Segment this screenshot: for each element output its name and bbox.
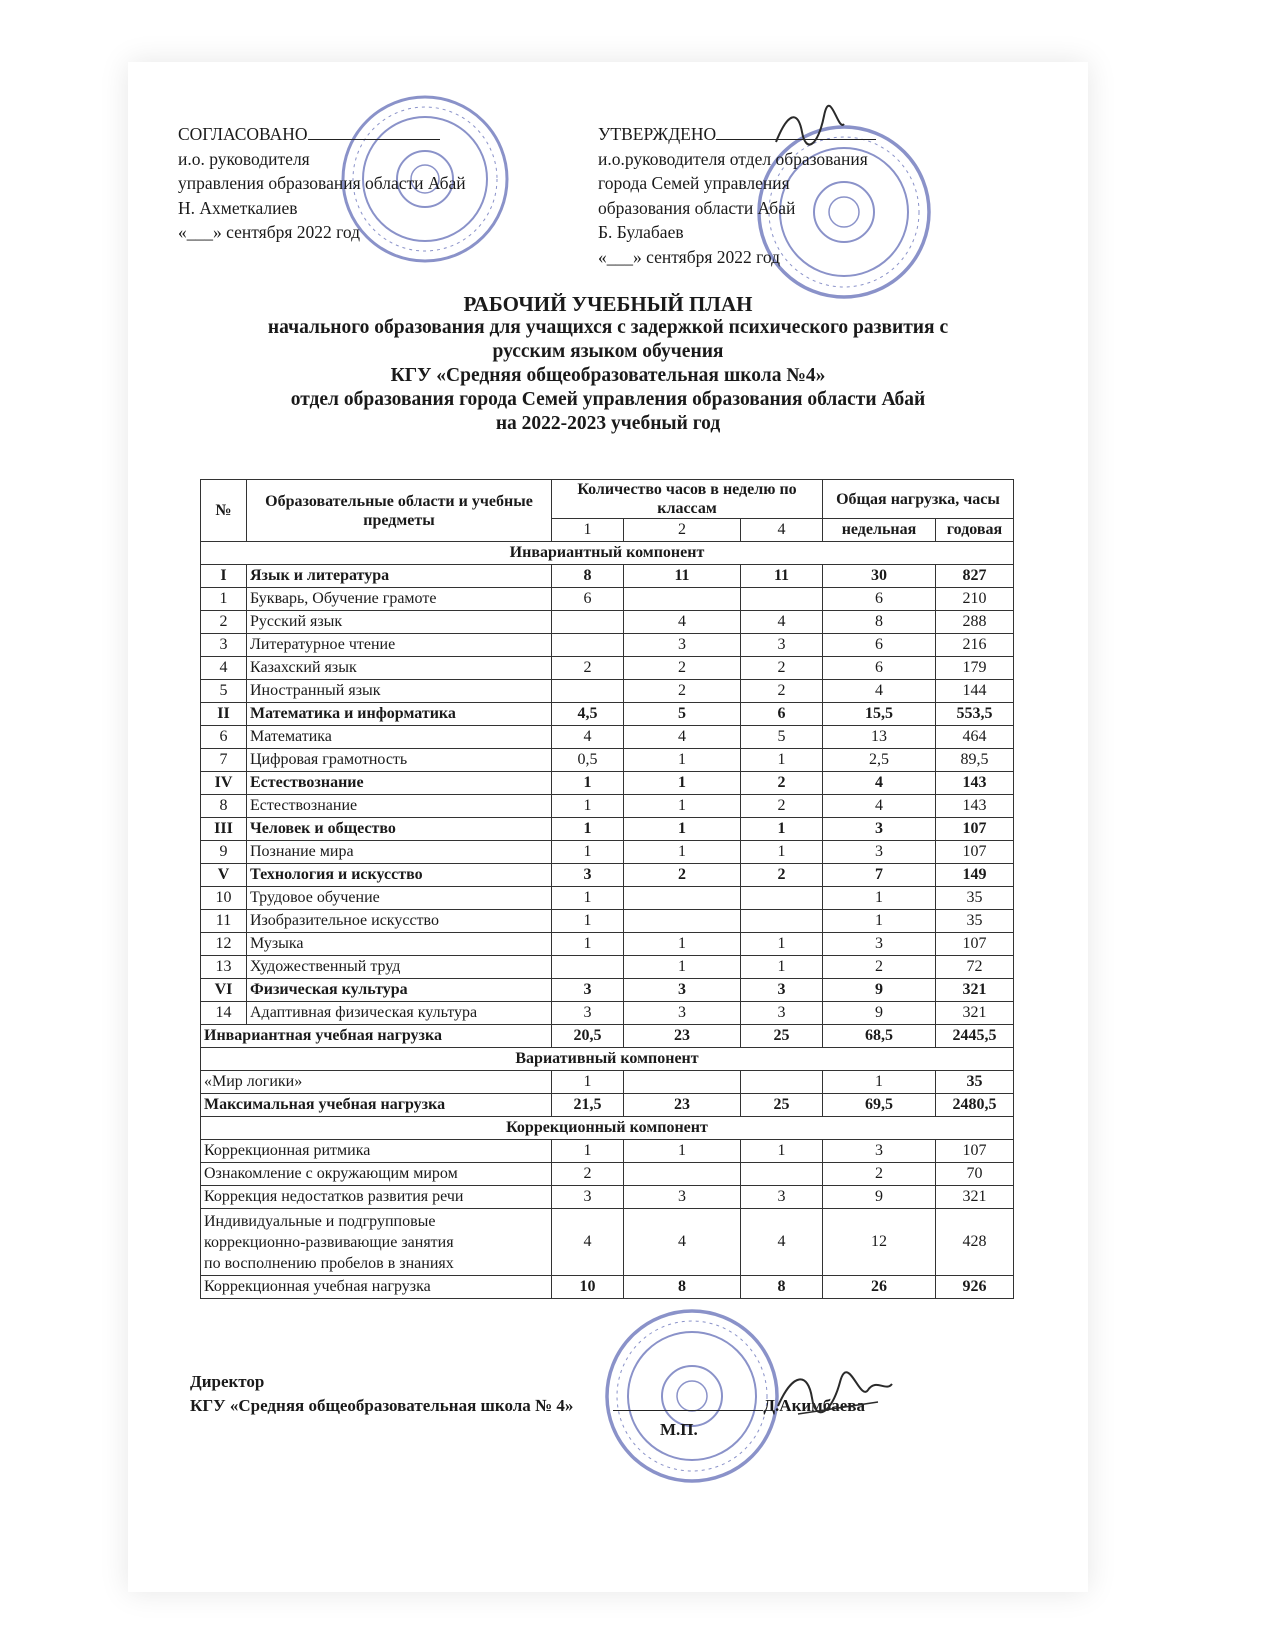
row-subject: Литературное чтение — [247, 634, 552, 657]
cell-grade-2 — [624, 1071, 741, 1094]
cell-grade-1: 4,5 — [552, 703, 624, 726]
director-role: Директор — [190, 1372, 265, 1391]
cell-grade-2: 23 — [624, 1025, 741, 1048]
cell-grade-4 — [741, 1163, 823, 1186]
table-row — [201, 1209, 1014, 1276]
row-subject: Естествознание — [247, 795, 552, 818]
cell-grade-2: 1 — [624, 749, 741, 772]
row-subject-line: по восполнению пробелов в знаниях — [204, 1254, 454, 1272]
cell-grade-2 — [624, 910, 741, 933]
cell-grade-4: 2 — [741, 680, 823, 703]
cell-grade-4: 3 — [741, 634, 823, 657]
max-total-row — [201, 1094, 1014, 1117]
cell-grade-2: 4 — [624, 611, 741, 634]
cell-grade-2: 4 — [624, 726, 741, 749]
row-number: 13 — [201, 956, 247, 979]
row-number: 5 — [201, 680, 247, 703]
cell-yearly: 179 — [936, 657, 1014, 680]
title-line-5: на 2022-2023 учебный год — [495, 413, 721, 434]
cell-grade-4: 1 — [741, 1140, 823, 1163]
cell-grade-1 — [552, 634, 624, 657]
table-row — [201, 726, 1014, 749]
cell-weekly: 15,5 — [823, 703, 936, 726]
table-row — [201, 657, 1014, 680]
cell-grade-4: 4 — [741, 1209, 823, 1276]
confirmation-date: «___» сентября 2022 год — [598, 246, 781, 267]
cell-yearly: 35 — [936, 887, 1014, 910]
confirmer-name: Б. Булабаев — [598, 222, 684, 242]
cell-grade-4 — [741, 588, 823, 611]
row-number: 1 — [201, 588, 247, 611]
cell-yearly: 107 — [936, 818, 1014, 841]
confirmer-position: и.о.руководителя отдел образования — [598, 148, 868, 169]
cell-grade-2: 2 — [624, 680, 741, 703]
cell-grade-2: 1 — [624, 956, 741, 979]
cell-weekly: 69,5 — [823, 1094, 936, 1117]
cell-weekly: 1 — [823, 910, 936, 933]
cell-grade-1: 1 — [552, 841, 624, 864]
approver-position: и.о. руководителя — [178, 148, 310, 169]
row-number: 7 — [201, 749, 247, 772]
curriculum-table — [200, 479, 1014, 1299]
header-weekly: недельная — [823, 519, 936, 542]
table-row — [201, 1186, 1014, 1209]
cell-yearly: 464 — [936, 726, 1014, 749]
cell-grade-4: 11 — [741, 565, 823, 588]
cell-grade-4: 6 — [741, 703, 823, 726]
cell-grade-1: 4 — [552, 726, 624, 749]
row-number: 4 — [201, 657, 247, 680]
cell-weekly: 2,5 — [823, 749, 936, 772]
table-row — [201, 933, 1014, 956]
cell-yearly: 107 — [936, 841, 1014, 864]
cell-yearly: 107 — [936, 1140, 1014, 1163]
cell-weekly: 7 — [823, 864, 936, 887]
cell-grade-1 — [552, 956, 624, 979]
director-name: Д.Акимбаева — [763, 1396, 865, 1415]
cell-grade-4: 5 — [741, 726, 823, 749]
row-number: I — [201, 565, 247, 588]
cell-grade-1: 2 — [552, 1163, 624, 1186]
row-subject: Русский язык — [247, 611, 552, 634]
section-title: Вариативный компонент — [201, 1048, 1014, 1071]
approval-block-left — [178, 122, 466, 245]
cell-weekly: 3 — [823, 841, 936, 864]
school-name: КГУ «Средняя общеобразовательная школа № 4» — [190, 1396, 574, 1415]
cell-weekly: 8 — [823, 611, 936, 634]
row-number: 8 — [201, 795, 247, 818]
cell-grade-1: 6 — [552, 588, 624, 611]
cell-grade-4: 3 — [741, 1186, 823, 1209]
cell-grade-4: 1 — [741, 956, 823, 979]
row-number: 9 — [201, 841, 247, 864]
cell-grade-4: 2 — [741, 657, 823, 680]
cell-yearly: 2480,5 — [936, 1094, 1014, 1117]
cell-yearly: 216 — [936, 634, 1014, 657]
table-row — [201, 979, 1014, 1002]
cell-yearly: 321 — [936, 1186, 1014, 1209]
row-subject: Математика — [247, 726, 552, 749]
cell-yearly: 143 — [936, 772, 1014, 795]
cell-grade-1: 3 — [552, 979, 624, 1002]
header-number: № — [201, 480, 247, 542]
cell-grade-2: 1 — [624, 795, 741, 818]
row-subject: Цифровая грамотность — [247, 749, 552, 772]
row-number: 10 — [201, 887, 247, 910]
cell-weekly: 30 — [823, 565, 936, 588]
cell-yearly: 35 — [936, 1071, 1014, 1094]
table-row — [201, 1140, 1014, 1163]
cell-grade-2: 3 — [624, 979, 741, 1002]
cell-yearly: 428 — [936, 1209, 1014, 1276]
cell-weekly: 9 — [823, 979, 936, 1002]
cell-grade-1: 0,5 — [552, 749, 624, 772]
row-number: VI — [201, 979, 247, 1002]
row-subject: Коррекция недостатков развития речи — [201, 1186, 552, 1209]
cell-weekly: 9 — [823, 1002, 936, 1025]
row-subject: Человек и общество — [247, 818, 552, 841]
cell-weekly: 4 — [823, 795, 936, 818]
section-row-correction — [201, 1117, 1014, 1140]
cell-grade-1: 20,5 — [552, 1025, 624, 1048]
row-subject: Физическая культура — [247, 979, 552, 1002]
cell-grade-2: 3 — [624, 1002, 741, 1025]
cell-yearly: 149 — [936, 864, 1014, 887]
confirmer-department-2: образования области Абай — [598, 197, 796, 218]
table-row — [201, 841, 1014, 864]
cell-yearly: 210 — [936, 588, 1014, 611]
cell-grade-2: 23 — [624, 1094, 741, 1117]
cell-weekly: 1 — [823, 887, 936, 910]
cell-weekly: 6 — [823, 634, 936, 657]
document-page — [128, 62, 1088, 1592]
cell-grade-4: 1 — [741, 749, 823, 772]
table-row — [201, 680, 1014, 703]
cell-grade-1: 1 — [552, 1071, 624, 1094]
row-number: 14 — [201, 1002, 247, 1025]
row-subject: Технология и искусство — [247, 864, 552, 887]
cell-yearly: 143 — [936, 795, 1014, 818]
cell-grade-4: 8 — [741, 1276, 823, 1299]
row-subject: Иностранный язык — [247, 680, 552, 703]
cell-grade-4: 4 — [741, 611, 823, 634]
table-row — [201, 611, 1014, 634]
cell-grade-2: 11 — [624, 565, 741, 588]
seal-place: М.П. — [660, 1420, 698, 1439]
cell-grade-2: 1 — [624, 933, 741, 956]
row-subject: Естествознание — [247, 772, 552, 795]
cell-yearly: 144 — [936, 680, 1014, 703]
table-row — [201, 634, 1014, 657]
title-line-1: начального образования для учащихся с задержкой психического развития с — [267, 317, 949, 338]
approval-date: «___» сентября 2022 год — [178, 222, 361, 242]
confirmed-heading: УТВЕРЖДЕНО — [598, 124, 717, 144]
cell-grade-1: 2 — [552, 657, 624, 680]
cell-grade-4: 2 — [741, 772, 823, 795]
table-row — [201, 588, 1014, 611]
cell-weekly: 4 — [823, 680, 936, 703]
cell-grade-4: 1 — [741, 818, 823, 841]
cell-weekly: 6 — [823, 657, 936, 680]
cell-grade-2: 3 — [624, 634, 741, 657]
director-handwritten-signature — [768, 1362, 898, 1422]
row-subject: Коррекционная ритмика — [201, 1140, 552, 1163]
cell-grade-4: 25 — [741, 1025, 823, 1048]
row-subject: Математика и информатика — [247, 703, 552, 726]
row-number: 12 — [201, 933, 247, 956]
row-subject: Музыка — [247, 933, 552, 956]
approver-department: управления образования области Абай — [178, 173, 466, 193]
cell-yearly: 2445,5 — [936, 1025, 1014, 1048]
row-subject: Адаптивная физическая культура — [247, 1002, 552, 1025]
row-subject: Инвариантная учебная нагрузка — [201, 1025, 552, 1048]
cell-grade-1: 3 — [552, 864, 624, 887]
cell-grade-1: 1 — [552, 933, 624, 956]
cell-yearly: 89,5 — [936, 749, 1014, 772]
cell-grade-2 — [624, 588, 741, 611]
row-subject-line: коррекционно-развивающие занятия — [204, 1233, 454, 1251]
cell-grade-1: 1 — [552, 910, 624, 933]
cell-grade-2: 4 — [624, 1209, 741, 1276]
cell-grade-2 — [624, 1163, 741, 1186]
table-row — [201, 956, 1014, 979]
cell-yearly: 926 — [936, 1276, 1014, 1299]
header-subject: Образовательные области и учебные предметы — [247, 480, 552, 542]
cell-yearly: 70 — [936, 1163, 1014, 1186]
row-subject — [201, 1209, 552, 1276]
signature-line — [308, 139, 440, 140]
cell-grade-2 — [624, 887, 741, 910]
cell-grade-4: 1 — [741, 933, 823, 956]
title-line-2: русским языком обучения — [492, 341, 724, 362]
row-number: 2 — [201, 611, 247, 634]
section-title: Инвариантный компонент — [201, 542, 1014, 565]
cell-grade-4: 3 — [741, 1002, 823, 1025]
cell-grade-1: 1 — [552, 795, 624, 818]
row-number: 11 — [201, 910, 247, 933]
header-yearly: годовая — [936, 519, 1014, 542]
row-subject: «Мир логики» — [201, 1071, 552, 1094]
table-row — [201, 749, 1014, 772]
cell-grade-4: 2 — [741, 795, 823, 818]
cell-grade-1: 3 — [552, 1186, 624, 1209]
approved-heading: СОГЛАСОВАНО — [178, 124, 308, 144]
cell-grade-2: 1 — [624, 841, 741, 864]
table-row — [201, 910, 1014, 933]
cell-weekly: 13 — [823, 726, 936, 749]
row-subject: Казахский язык — [247, 657, 552, 680]
cell-weekly: 2 — [823, 956, 936, 979]
row-number: III — [201, 818, 247, 841]
cell-yearly: 553,5 — [936, 703, 1014, 726]
table-row — [201, 1071, 1014, 1094]
table-row — [201, 795, 1014, 818]
cell-yearly: 72 — [936, 956, 1014, 979]
header-grade-4: 4 — [741, 519, 823, 542]
cell-yearly: 35 — [936, 910, 1014, 933]
cell-grade-1: 1 — [552, 772, 624, 795]
cell-weekly: 12 — [823, 1209, 936, 1276]
table-row — [201, 818, 1014, 841]
cell-grade-1: 3 — [552, 1002, 624, 1025]
invariant-total-row — [201, 1025, 1014, 1048]
table-row — [201, 887, 1014, 910]
cell-weekly: 26 — [823, 1276, 936, 1299]
table-row — [201, 864, 1014, 887]
row-subject: Коррекционная учебная нагрузка — [201, 1276, 552, 1299]
section-row-variative — [201, 1048, 1014, 1071]
cell-grade-4 — [741, 887, 823, 910]
cell-grade-1 — [552, 680, 624, 703]
section-row-invariant — [201, 542, 1014, 565]
cell-weekly: 4 — [823, 772, 936, 795]
cell-grade-1: 4 — [552, 1209, 624, 1276]
cell-grade-1: 1 — [552, 818, 624, 841]
cell-weekly: 9 — [823, 1186, 936, 1209]
cell-grade-2: 1 — [624, 818, 741, 841]
title-main: РАБОЧИЙ УЧЕБНЫЙ ПЛАН — [463, 292, 753, 316]
handwritten-signature — [768, 102, 848, 152]
cell-grade-2: 1 — [624, 772, 741, 795]
row-number: 3 — [201, 634, 247, 657]
document-title — [128, 292, 1088, 436]
row-subject: Максимальная учебная нагрузка — [201, 1094, 552, 1117]
cell-grade-2: 2 — [624, 864, 741, 887]
header-grade-2: 2 — [624, 519, 741, 542]
correction-total-row — [201, 1276, 1014, 1299]
cell-grade-1: 21,5 — [552, 1094, 624, 1117]
cell-weekly: 1 — [823, 1071, 936, 1094]
title-line-3: КГУ «Средняя общеобразовательная школа №4» — [390, 365, 826, 386]
row-number: IV — [201, 772, 247, 795]
title-line-4: отдел образования города Семей управления образования области Абай — [290, 389, 926, 410]
confirmer-department: города Семей управления — [598, 173, 790, 193]
cell-grade-1: 8 — [552, 565, 624, 588]
cell-weekly: 3 — [823, 1140, 936, 1163]
row-number: II — [201, 703, 247, 726]
cell-grade-1: 1 — [552, 887, 624, 910]
cell-grade-4: 3 — [741, 979, 823, 1002]
header-weekly-hours: Количество часов в неделю по классам — [552, 480, 823, 519]
cell-grade-1: 10 — [552, 1276, 624, 1299]
header-grade-1: 1 — [552, 519, 624, 542]
cell-grade-1 — [552, 611, 624, 634]
cell-weekly: 2 — [823, 1163, 936, 1186]
table-row — [201, 1002, 1014, 1025]
cell-grade-2: 1 — [624, 1140, 741, 1163]
header-total-load: Общая нагрузка, часы — [823, 480, 1014, 519]
cell-grade-2: 3 — [624, 1186, 741, 1209]
cell-weekly: 68,5 — [823, 1025, 936, 1048]
signature-line — [613, 1410, 763, 1411]
row-subject: Трудовое обучение — [247, 887, 552, 910]
table-header-row — [201, 480, 1014, 519]
cell-yearly: 288 — [936, 611, 1014, 634]
cell-yearly: 827 — [936, 565, 1014, 588]
cell-grade-4: 1 — [741, 841, 823, 864]
cell-yearly: 107 — [936, 933, 1014, 956]
row-subject: Ознакомление с окружающим миром — [201, 1163, 552, 1186]
table-row — [201, 772, 1014, 795]
table-row — [201, 1163, 1014, 1186]
row-subject: Познание мира — [247, 841, 552, 864]
cell-grade-1: 1 — [552, 1140, 624, 1163]
cell-grade-4 — [741, 1071, 823, 1094]
cell-weekly: 6 — [823, 588, 936, 611]
table-row — [201, 703, 1014, 726]
row-subject: Изобразительное искусство — [247, 910, 552, 933]
cell-grade-2: 5 — [624, 703, 741, 726]
cell-grade-4: 2 — [741, 864, 823, 887]
cell-grade-2: 2 — [624, 657, 741, 680]
row-subject-line: Индивидуальные и подгрупповые — [204, 1212, 436, 1230]
cell-grade-2: 8 — [624, 1276, 741, 1299]
cell-grade-4: 25 — [741, 1094, 823, 1117]
cell-yearly: 321 — [936, 1002, 1014, 1025]
row-subject: Букварь, Обучение грамоте — [247, 588, 552, 611]
row-number: V — [201, 864, 247, 887]
director-signature-block — [190, 1370, 865, 1442]
row-number: 6 — [201, 726, 247, 749]
cell-weekly: 3 — [823, 933, 936, 956]
cell-grade-4 — [741, 910, 823, 933]
row-subject: Язык и литература — [247, 565, 552, 588]
cell-yearly: 321 — [936, 979, 1014, 1002]
table-row — [201, 565, 1014, 588]
row-subject: Художественный труд — [247, 956, 552, 979]
cell-weekly: 3 — [823, 818, 936, 841]
approver-name: Н. Ахметкалиев — [178, 197, 298, 218]
section-title: Коррекционный компонент — [201, 1117, 1014, 1140]
